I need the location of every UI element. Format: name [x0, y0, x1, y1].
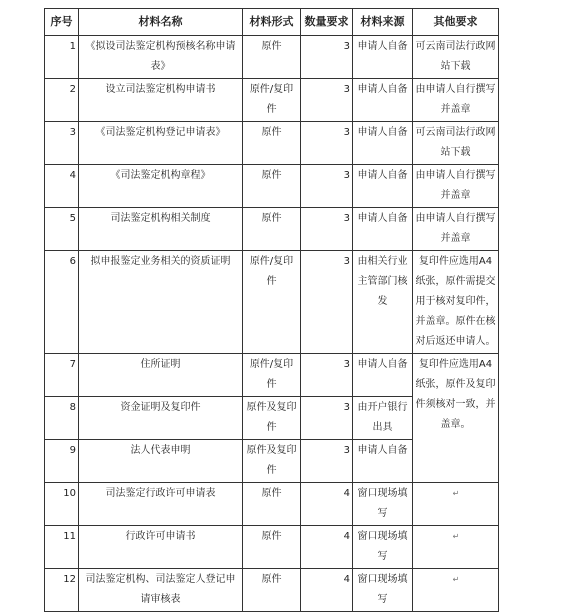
row-qty: 3 — [301, 354, 353, 397]
row-form: 原件 — [243, 526, 301, 569]
header-row — [45, 9, 499, 36]
row-other: 由申请人自行撰写并盖章 — [413, 165, 499, 208]
row-name: 《司法鉴定机构登记申请表》 — [79, 122, 243, 165]
row-no: 1 — [45, 36, 79, 79]
row-no: 9 — [45, 440, 79, 483]
row-name: 住所证明 — [79, 354, 243, 397]
row-no: 2 — [45, 79, 79, 122]
row-form: 原件/复印件 — [243, 79, 301, 122]
row-qty: 4 — [301, 483, 353, 526]
row-other — [413, 569, 499, 612]
row-no: 6 — [45, 251, 79, 354]
row-name: 司法鉴定行政许可申请表 — [79, 483, 243, 526]
header-form: 材料形式 — [243, 9, 301, 36]
row-form: 原件 — [243, 165, 301, 208]
row-source: 由开户银行出具 — [353, 397, 413, 440]
row-no: 8 — [45, 397, 79, 440]
row-name: 司法鉴定机构、司法鉴定人登记申请审核表 — [79, 569, 243, 612]
row-qty: 3 — [301, 397, 353, 440]
row-no: 12 — [45, 569, 79, 612]
header-no: 序号 — [45, 9, 79, 36]
table-wrapper — [44, 8, 499, 612]
row-source: 窗口现场填写 — [353, 483, 413, 526]
row-name: 《司法鉴定机构章程》 — [79, 165, 243, 208]
table-row — [45, 165, 499, 208]
row-qty: 4 — [301, 526, 353, 569]
row-qty: 3 — [301, 251, 353, 354]
materials-table — [44, 8, 499, 612]
row-qty: 3 — [301, 165, 353, 208]
row-source: 申请人自备 — [353, 440, 413, 483]
table-row — [45, 526, 499, 569]
row-source: 申请人自备 — [353, 36, 413, 79]
row-no: 4 — [45, 165, 79, 208]
row-other: 复印件应选用A4纸张，原件需提交用于核对复印件，并盖章。原件在核对后返还申请人。 — [413, 251, 499, 354]
table-row — [45, 251, 499, 354]
row-qty: 3 — [301, 440, 353, 483]
paragraph-mark: ↵ — [452, 489, 460, 498]
row-other: 由申请人自行撰写并盖章 — [413, 79, 499, 122]
row-no: 11 — [45, 526, 79, 569]
row-no: 5 — [45, 208, 79, 251]
header-source: 材料来源 — [353, 9, 413, 36]
row-source: 申请人自备 — [353, 122, 413, 165]
table-row — [45, 79, 499, 122]
row-name: 行政许可申请书 — [79, 526, 243, 569]
row-source: 申请人自备 — [353, 165, 413, 208]
table-row — [45, 208, 499, 251]
row-source: 由相关行业主管部门核发 — [353, 251, 413, 354]
row-form: 原件/复印件 — [243, 251, 301, 354]
table-row — [45, 122, 499, 165]
row-name: 司法鉴定机构相关制度 — [79, 208, 243, 251]
row-name: 设立司法鉴定机构申请书 — [79, 79, 243, 122]
row-qty: 3 — [301, 36, 353, 79]
row-form: 原件 — [243, 122, 301, 165]
row-form: 原件 — [243, 208, 301, 251]
row-qty: 3 — [301, 79, 353, 122]
row-source: 窗口现场填写 — [353, 526, 413, 569]
table-row — [45, 36, 499, 79]
row-no: 3 — [45, 122, 79, 165]
row-name: 拟申报鉴定业务相关的资质证明 — [79, 251, 243, 354]
row-no: 10 — [45, 483, 79, 526]
header-other: 其他要求 — [413, 9, 499, 36]
header-name: 材料名称 — [79, 9, 243, 36]
row-source: 申请人自备 — [353, 79, 413, 122]
row-form: 原件/复印件 — [243, 354, 301, 397]
row-other — [413, 483, 499, 526]
row-other — [413, 526, 499, 569]
row-qty: 3 — [301, 122, 353, 165]
row-qty: 4 — [301, 569, 353, 612]
paragraph-mark: ↵ — [452, 532, 460, 541]
row-other: 可云南司法行政网站下载 — [413, 122, 499, 165]
paragraph-mark: ↵ — [452, 575, 460, 584]
row-other: 可云南司法行政网站下载 — [413, 36, 499, 79]
row-no: 7 — [45, 354, 79, 397]
row-form: 原件 — [243, 483, 301, 526]
table-row — [45, 483, 499, 526]
row-form: 原件及复印件 — [243, 397, 301, 440]
row-form: 原件及复印件 — [243, 440, 301, 483]
row-form: 原件 — [243, 36, 301, 79]
row-source: 申请人自备 — [353, 208, 413, 251]
row-other: 由申请人自行撰写并盖章 — [413, 208, 499, 251]
row-form: 原件 — [243, 569, 301, 612]
row-other-merged: 复印件应选用A4纸张，原件及复印件须核对一致，并盖章。 — [413, 354, 499, 483]
row-source: 窗口现场填写 — [353, 569, 413, 612]
table-row — [45, 354, 499, 397]
row-name: 法人代表申明 — [79, 440, 243, 483]
header-qty: 数量要求 — [301, 9, 353, 36]
row-name: 资金证明及复印件 — [79, 397, 243, 440]
row-source: 申请人自备 — [353, 354, 413, 397]
row-qty: 3 — [301, 208, 353, 251]
table-row — [45, 569, 499, 612]
row-name: 《拟设司法鉴定机构预核名称申请表》 — [79, 36, 243, 79]
